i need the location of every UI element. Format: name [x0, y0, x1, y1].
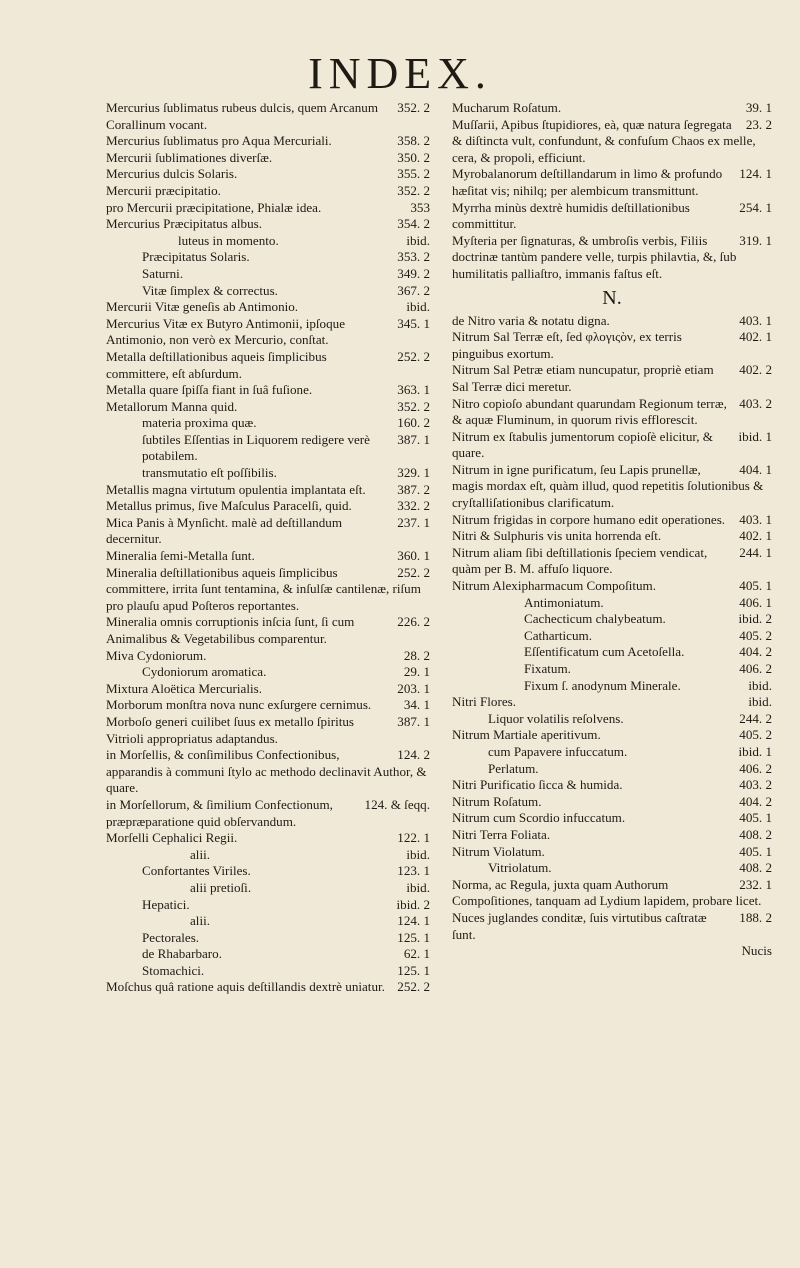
entry-text: ſubtiles Eſſentias in Liquorem redigere verè potabilem.	[142, 431, 370, 464]
entry-text: Nitri Flores.	[452, 694, 517, 710]
index-entry	[452, 694, 772, 711]
entry-page-ref: 254. 1	[739, 199, 772, 215]
index-entry	[106, 714, 430, 747]
entry-page-ref: 404. 1	[739, 461, 772, 477]
entry-page-ref: 349. 2	[397, 265, 430, 281]
index-entry	[106, 465, 430, 482]
entry-text: Nitrum Roſatum.	[452, 793, 542, 809]
entry-text: Saturni.	[142, 265, 184, 281]
entry-page-ref: ibid.	[748, 694, 772, 710]
entry-page-ref: 355. 2	[397, 166, 430, 182]
entry-text: Stomachici.	[142, 962, 205, 978]
index-entry	[106, 283, 430, 300]
entry-text: Metalla deſtillationibus aqueis ſimplicibus committere, eſt abſurdum.	[106, 348, 327, 381]
entry-page-ref: 403. 1	[739, 312, 772, 328]
entry-page-ref: 252. 2	[397, 564, 430, 580]
index-entry	[452, 396, 772, 429]
entry-text: Eſſentificatum cum Acetoſella.	[524, 644, 685, 660]
entry-text: Nitri Purificatio ſicca & humida.	[452, 777, 623, 793]
index-entry	[452, 678, 772, 695]
index-entry	[106, 349, 430, 382]
index-entry	[452, 362, 772, 395]
index-entry	[106, 946, 430, 963]
entry-text: Cydoniorum aromatica.	[142, 664, 267, 680]
entry-text: Mixtura Aloëtica Mercurialis.	[106, 680, 262, 696]
entry-page-ref: 402. 2	[739, 362, 772, 378]
entry-page-ref: 350. 2	[397, 149, 430, 165]
index-entry	[106, 233, 430, 250]
index-entry	[452, 611, 772, 628]
entry-page-ref: 319. 1	[739, 232, 772, 248]
entry-text: Mercurii præcipitatio.	[106, 182, 221, 198]
entry-text: Cachecticum chalybeatum.	[524, 611, 666, 627]
index-entry	[452, 166, 772, 199]
entry-page-ref: ibid.	[748, 677, 772, 693]
index-entry	[106, 482, 430, 499]
entry-page-ref: 387. 2	[397, 481, 430, 497]
entry-text: Nitrum Alexipharmacum Compoſitum.	[452, 578, 657, 594]
entry-page-ref: ibid.	[406, 232, 430, 248]
index-entry	[452, 877, 772, 910]
index-entry	[106, 316, 430, 349]
entry-text: alii.	[190, 913, 210, 929]
entry-text: Nitrum Violatum.	[452, 843, 545, 859]
entry-page-ref: 405. 1	[739, 578, 772, 594]
entry-text: Mercurius Præcipitatus albus.	[106, 216, 263, 232]
entry-text: Mineralia ſemi-Metalla ſunt.	[106, 548, 255, 564]
entry-page-ref: 226. 2	[397, 614, 430, 630]
entry-text: pro Mercurii præcipitatione, Phialæ idea.	[106, 199, 322, 215]
index-entry	[106, 548, 430, 565]
entry-text: Nitri Terra Foliata.	[452, 826, 551, 842]
index-entry	[452, 595, 772, 612]
entry-page-ref: 244. 1	[739, 544, 772, 560]
entry-page-ref: ibid.	[406, 879, 430, 895]
entry-page-ref: 332. 2	[397, 498, 430, 514]
entry-text: Pectorales.	[142, 929, 200, 945]
entry-text: Moſchus quâ ratione aquis deſtillandis dextrè uniatur.	[106, 979, 385, 995]
entry-text: transmutatio eſt poſſibilis.	[142, 465, 277, 481]
entry-page-ref: 354. 2	[397, 216, 430, 232]
index-entry	[452, 794, 772, 811]
index-entry	[106, 697, 430, 714]
entry-text: Metallus primus, ſive Maſculus Paracelſi, quid.	[106, 498, 352, 514]
entry-text: Confortantes Viriles.	[142, 863, 251, 879]
entry-page-ref: 124. 1	[397, 913, 430, 929]
index-entry	[452, 661, 772, 678]
index-entry	[106, 930, 430, 947]
entry-page-ref: ibid. 1	[738, 743, 772, 759]
entry-page-ref: 34. 1	[403, 697, 430, 713]
entry-text: Nitrum frigidas in corpore humano edit operationes.	[452, 511, 726, 527]
entry-page-ref: 405. 2	[739, 627, 772, 643]
entry-page-ref: 252. 2	[397, 348, 430, 364]
entry-page-ref: 123. 1	[397, 863, 430, 879]
entry-page-ref: 160. 2	[397, 415, 430, 431]
entry-text: Liquor volatilis reſolvens.	[488, 710, 624, 726]
index-entry	[106, 897, 430, 914]
index-entry	[452, 860, 772, 877]
entry-text: Perlatum.	[488, 760, 539, 776]
entry-text: Nitrum aliam ſibi deſtillationis ſpeciem vendicat, quàm per B. M. affuſo liquore.	[452, 544, 708, 577]
index-entry	[106, 249, 430, 266]
entry-text: in Morſellis, & conſimilibus Confectionibus, apparandis à communi ſtylo ac methodo declinavit Author, & quare.	[106, 747, 427, 796]
index-entry	[106, 963, 430, 980]
entry-text: Mercurius dulcis Solaris.	[106, 166, 238, 182]
entry-text: Miva Cydoniorum.	[106, 647, 207, 663]
entry-page-ref: 23. 2	[745, 116, 772, 132]
entry-page-ref: 124. 1	[739, 166, 772, 182]
entry-text: materia proxima quæ.	[142, 415, 257, 431]
entry-text: Nitrum Sal Petræ etiam nuncupatur, propriè etiam Sal Terræ dici meretur.	[452, 362, 714, 394]
entry-text: Mercurius ſublimatus rubeus dulcis, quem Arcanum Corallinum vocant.	[106, 100, 379, 132]
index-entry	[452, 528, 772, 545]
entry-page-ref: 29. 1	[403, 664, 430, 680]
entry-text: Morboſo generi cuilibet ſuus ex metallo ſpiritus Vitrioli appropriatus adaptandus.	[106, 713, 355, 746]
index-entry	[106, 880, 430, 897]
entry-page-ref: 367. 2	[397, 282, 430, 298]
entry-text: Nitrum ex ſtabulis jumentorum copioſè elicitur, & quare.	[452, 428, 713, 461]
entry-page-ref: 244. 2	[739, 710, 772, 726]
index-entry	[452, 117, 772, 167]
entry-page-ref: 352. 2	[397, 398, 430, 414]
entry-page-ref: 406. 1	[739, 594, 772, 610]
index-entry	[452, 329, 772, 362]
index-entry	[106, 166, 430, 183]
entry-text: Myſteria per ſignaturas, & umbroſis verbis, Filiis doctrinæ tantùm pandere velle, turpis philavtia, &, ſub humilitatis palliaſtro, immanis faſtus eſt.	[452, 232, 737, 281]
entry-text: Vitæ ſimplex & correctus.	[142, 282, 278, 298]
entry-text: Norma, ac Regula, juxta quam Authorum Compoſitiones, tanquam ad Lydium lapidem, probare licet.	[452, 876, 762, 909]
index-entry	[106, 183, 430, 200]
entry-page-ref: 387. 1	[397, 713, 430, 729]
entry-page-ref: 402. 1	[739, 528, 772, 544]
catchword: Nucis	[741, 943, 772, 959]
index-entry	[106, 515, 430, 548]
index-entry	[452, 810, 772, 827]
entry-text: Antimoniatum.	[524, 594, 604, 610]
index-entry	[106, 382, 430, 399]
right-column	[452, 100, 772, 960]
entry-text: Fixum ſ. anodynum Minerale.	[524, 677, 681, 693]
entry-page-ref: 122. 1	[397, 830, 430, 846]
section-heading: N.	[602, 286, 622, 309]
entry-page-ref: 62. 1	[403, 946, 430, 962]
entry-text: Hepatici.	[142, 896, 190, 912]
entry-page-ref: 188. 2	[739, 909, 772, 925]
entry-text: Nitrum Sal Terræ eſt, ſed φλογιςὸν, ex terris pinguibus exortum.	[452, 329, 682, 361]
entry-page-ref: 387. 1	[397, 431, 430, 447]
index-entry	[106, 299, 430, 316]
entry-page-ref: ibid. 1	[738, 428, 772, 444]
entry-page-ref: ibid. 2	[396, 896, 430, 912]
entry-page-ref: ibid.	[406, 846, 430, 862]
index-entry	[452, 313, 772, 330]
entry-page-ref: 352. 2	[397, 182, 430, 198]
entry-text: Nuces juglandes conditæ, ſuis virtutibus caſtratæ ſunt.	[452, 909, 707, 942]
entry-page-ref: 352. 2	[397, 100, 430, 115]
entry-page-ref: 408. 2	[739, 826, 772, 842]
index-entry	[452, 578, 772, 595]
entry-text: de Rhabarbaro.	[142, 946, 222, 962]
entry-text: Nitro copioſo abundant quarundam Regionum terræ, & aquæ Fluminum, in quorum rivis efflorescit.	[452, 395, 727, 428]
index-entry	[452, 100, 772, 117]
entry-page-ref: 363. 1	[397, 382, 430, 398]
index-entry	[452, 200, 772, 233]
entry-text: Nitrum in igne purificatum, ſeu Lapis prunellæ, magis mordax eſt, quàm illud, quod repetitis ſolutionibus & cryſtalliſationibus clarificatum.	[452, 461, 764, 511]
index-entry	[452, 628, 772, 645]
entry-page-ref: 406. 2	[739, 661, 772, 676]
index-entry	[106, 747, 430, 797]
entry-page-ref: 403. 1	[739, 511, 772, 527]
entry-text: Morſelli Cephalici Regii.	[106, 830, 238, 846]
entry-page-ref: 404. 2	[739, 793, 772, 809]
index-entry	[452, 233, 772, 283]
index-entry	[106, 266, 430, 283]
entry-text: Metallis magna virtutum opulentia implantata eſt.	[106, 481, 366, 497]
entry-text: Nitrum cum Scordio infuccatum.	[452, 810, 626, 826]
index-entry	[452, 844, 772, 861]
entry-page-ref: 403. 2	[739, 777, 772, 793]
index-entry	[452, 462, 772, 512]
entry-text: Mica Panis à Mynſicht. malè ad deſtillandum decernitur.	[106, 514, 343, 547]
entry-text: alii pretioſi.	[190, 879, 252, 895]
entry-page-ref: 404. 2	[739, 644, 772, 660]
entry-text: Nitri & Sulphuris vis unita horrenda eſt.	[452, 528, 662, 544]
index-entry	[106, 797, 430, 830]
entry-text: Mucharum Roſatum.	[452, 100, 562, 115]
entry-page-ref: 353	[410, 199, 430, 215]
entry-page-ref: 329. 1	[397, 465, 430, 481]
index-entry	[106, 216, 430, 233]
entry-page-ref: 403. 2	[739, 395, 772, 411]
entry-page-ref: 406. 2	[739, 760, 772, 776]
index-entry	[106, 614, 430, 647]
entry-text: Myrobalanorum deſtillandarum in limo & profundo hæſitat vis; nihilq; per alembicum transmittunt.	[452, 166, 723, 198]
entry-text: Morborum monſtra nova nunc exſurgere cernimus.	[106, 697, 372, 713]
index-entry	[452, 545, 772, 578]
index-entry	[106, 664, 430, 681]
index-entry	[106, 648, 430, 665]
entry-text: Vitriolatum.	[488, 860, 552, 876]
entry-page-ref: 125. 1	[397, 929, 430, 945]
right-column-m-entries	[452, 100, 772, 283]
entry-text: in Morſellorum, & ſimilium Confectionum, præpræparatione quid obſervandum.	[106, 796, 333, 829]
entry-page-ref: 125. 1	[397, 962, 430, 978]
entry-page-ref: 353. 2	[397, 249, 430, 265]
entry-page-ref: 345. 1	[397, 315, 430, 331]
index-entry	[106, 200, 430, 217]
entry-text: Mercurii ſublimationes diverſæ.	[106, 149, 273, 165]
index-entry	[106, 681, 430, 698]
entry-text: Mineralia deſtillationibus aqueis ſimplicibus committere, irrita ſunt tentamina, & inſulſæ cantilenæ, riſum pro plauſu apud Poſteros reportantes.	[106, 564, 421, 613]
entry-text: cum Papavere infuccatum.	[488, 743, 628, 759]
index-entry	[106, 979, 430, 996]
entry-page-ref: 39. 1	[745, 100, 772, 115]
index-entry	[106, 863, 430, 880]
entry-text: de Nitro varia & notatu digna.	[452, 312, 610, 328]
index-entry	[452, 777, 772, 794]
entry-page-ref: 405. 2	[739, 727, 772, 743]
index-entry	[106, 847, 430, 864]
entry-page-ref: ibid. 2	[738, 611, 772, 627]
entry-page-ref: 408. 2	[739, 860, 772, 876]
entry-page-ref: 28. 2	[403, 647, 430, 663]
entry-page-ref: 402. 1	[739, 329, 772, 345]
index-entry	[452, 429, 772, 462]
entry-text: luteus in momento.	[178, 232, 279, 248]
page-title: INDEX.	[308, 49, 492, 98]
entry-text: Metallorum Manna quid.	[106, 398, 238, 414]
entry-text: Mercurius ſublimatus pro Aqua Mercuriali.	[106, 133, 332, 149]
entry-text: Fixatum.	[524, 661, 571, 676]
index-entry	[452, 827, 772, 844]
entry-page-ref: 232. 1	[739, 876, 772, 892]
entry-text: Mercurii Vitæ geneſis ab Antimonio.	[106, 299, 299, 315]
entry-page-ref: 405. 1	[739, 810, 772, 826]
right-column-n-entries	[452, 313, 772, 944]
entry-text: Catharticum.	[524, 627, 592, 643]
entry-text: Mercurius Vitæ ex Butyro Antimonii, ipſoque Antimonio, non verò ex Mercurio, conſtat.	[106, 315, 346, 348]
index-entry	[106, 415, 430, 432]
entry-text: Præcipitatus Solaris.	[142, 249, 250, 265]
index-entry	[452, 727, 772, 744]
entry-page-ref: 252. 2	[397, 979, 430, 995]
index-entry	[106, 100, 430, 133]
entry-page-ref: 203. 1	[397, 680, 430, 696]
entry-page-ref: ibid.	[406, 299, 430, 315]
entry-text: Myrrha minùs dextrè humidis deſtillationibus committitur.	[452, 199, 690, 232]
entry-text: Metalla quare ſpiſſa fiant in ſuâ fuſione.	[106, 382, 313, 398]
index-entry	[106, 565, 430, 615]
entry-text: Muſſarii, Apibus ſtupidiores, eà, quæ natura ſegregata & diſtincta vult, confundunt, & confuſum Chaos ex melle, cera, & propoli, efficiunt.	[452, 116, 756, 165]
index-entry	[452, 644, 772, 661]
entry-text: Nitrum Martiale aperitivum.	[452, 727, 601, 743]
index-entry	[106, 399, 430, 416]
index-entry	[452, 512, 772, 529]
index-entry	[106, 830, 430, 847]
index-entry	[106, 150, 430, 167]
index-entry	[106, 432, 430, 465]
index-entry	[106, 913, 430, 930]
index-entry	[106, 133, 430, 150]
entry-page-ref: 124. 2	[397, 747, 430, 763]
entry-page-ref: 405. 1	[739, 843, 772, 859]
entry-page-ref: 358. 2	[397, 133, 430, 149]
index-entry	[452, 910, 772, 943]
entry-text: alii.	[190, 846, 210, 862]
left-column	[106, 100, 430, 996]
entry-page-ref: 360. 1	[397, 548, 430, 564]
index-entry	[452, 711, 772, 728]
entry-text: Mineralia omnis corruptionis inſcia ſunt, ſi cum Animalibus & Vegetabilibus comparentur.	[106, 614, 355, 646]
index-entry	[452, 761, 772, 778]
entry-page-ref: 124. & ſeqq.	[364, 796, 430, 812]
entry-page-ref: 237. 1	[397, 514, 430, 530]
index-entry	[452, 744, 772, 761]
index-entry	[106, 498, 430, 515]
